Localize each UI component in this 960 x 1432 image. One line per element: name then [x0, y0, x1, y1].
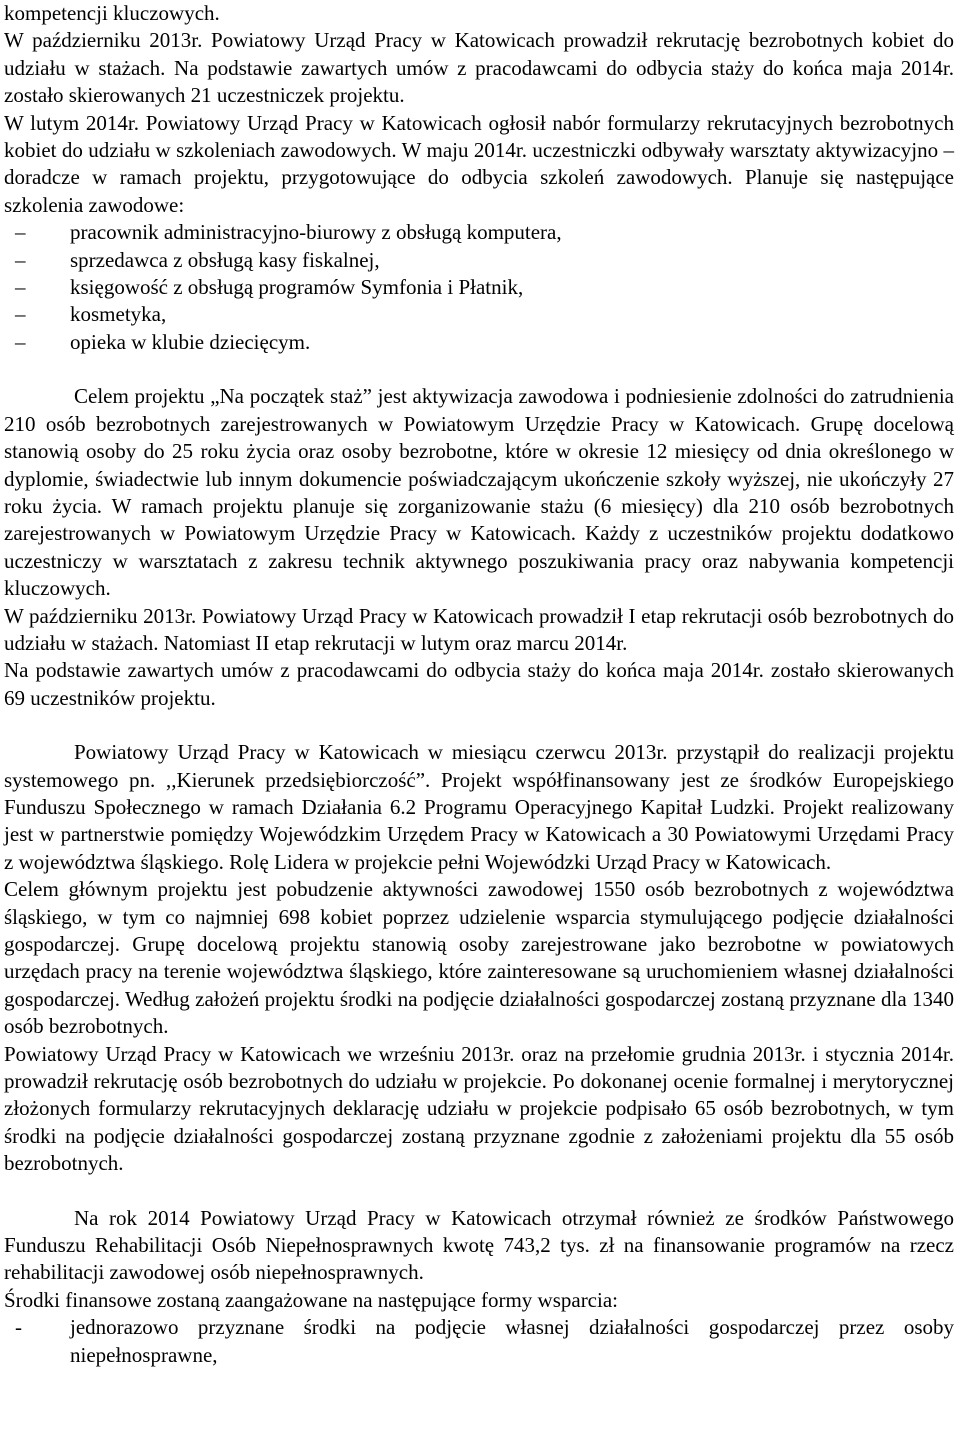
dash-bullet: - [15, 1315, 22, 1340]
paragraph-gap [4, 1178, 954, 1205]
dash-bullet: – [15, 275, 26, 300]
paragraph: W październiku 2013r. Powiatowy Urząd Pracy w Katowicach prowadził rekrutację bezrobotnych kobiet do udziału w stażach. Na podstawie zawartych umów z pracodawcami do odbycia staży do końca maja 2014r. zostało skierowanych 21 uczestniczek projektu. [4, 28, 954, 108]
paragraph: W październiku 2013r. Powiatowy Urząd Pracy w Katowicach prowadził I etap rekrutacji osób bezrobotnych do udziału w stażach. Natomiast II etap rekrutacji w lutym oraz marcu 2014r. [4, 603, 954, 655]
paragraph-gap [4, 356, 954, 383]
dash-bullet: – [15, 329, 26, 354]
list-item [4, 219, 954, 246]
list-item [4, 247, 954, 274]
paragraph-gap [4, 712, 954, 739]
list-item [4, 274, 954, 301]
paragraph: kompetencji kluczowych. [4, 1, 220, 25]
trainings-list [4, 219, 954, 356]
paragraph: W lutym 2014r. Powiatowy Urząd Pracy w Katowicach ogłosił nabór formularzy rekrutacyjnych bezrobotnych kobiet do udziału w szkoleniach zawodowych. W maju 2014r. uczestniczki odbywały warsztaty aktywizacyjno – doradcze w ramach projektu, przygotowujące do odbycia szkoleń zawodowych. Planuje się następujące szkolenia zawodowe: [4, 110, 954, 217]
dash-bullet: – [15, 302, 26, 327]
list-item [4, 301, 954, 328]
list-item-text: jednorazowo przyznane środki na podjęcie własnej działalności gospodarczej przez osoby niepełnosprawne, [70, 1315, 954, 1367]
paragraph: Środki finansowe zostaną zaangażowane na następujące formy wsparcia: [4, 1287, 618, 1312]
paragraph: Powiatowy Urząd Pracy w Katowicach we wrześniu 2013r. oraz na przełomie grudnia 2013r. i stycznia 2014r. prowadził rekrutację osób bezrobotnych do udziału w projekcie. Po dokonanej ocenie formalnej i merytorycznej złożonych formularzy rekrutacyjnych deklarację udziału w projekcie podpisało 65 osób bezrobotnych, w tym środki na podjęcie działalności gospodarczej zostaną przyznane zgodnie z założeniami projektu dla 55 osób bezrobotnych. [4, 1041, 954, 1176]
dash-bullet: – [15, 247, 26, 272]
paragraph: Na podstawie zawartych umów z pracodawcami do odbycia staży do końca maja 2014r. zostało skierowanych 69 uczestników projektu. [4, 658, 954, 710]
list-item-text: sprzedawca z obsługą kasy fiskalnej, [70, 247, 380, 272]
list-item-text: księgowość z obsługą programów Symfonia i Płatnik, [70, 275, 524, 300]
support-forms-list [4, 1314, 954, 1369]
paragraph: Powiatowy Urząd Pracy w Katowicach w miesiącu czerwcu 2013r. przystąpił do realizacji projektu systemowego pn. ,,Kierunek przedsiębiorczość”. Projekt współfinansowany jest ze środków Europejskiego Funduszu Społecznego w ramach Działania 6.2 Programu Operacyjnego Kapitał Ludzki. Projekt realizowany jest w partnerstwie pomiędzy Wojewódzkim Urzędem Pracy w Katowicach a 30 Powiatowymi Urzędami Pracy z województwa śląskiego. Rolę Lidera w projekcie pełni Wojewódzki Urząd Pracy w Katowicach. [4, 740, 954, 874]
paragraph: Na rok 2014 Powiatowy Urząd Pracy w Katowicach otrzymał również ze środków Państwowego Funduszu Rehabilitacji Osób Niepełnosprawnych kwotę 743,2 tys. zł na finansowanie programów na rzecz rehabilitacji zawodowej osób niepełnosprawnych. [4, 1205, 954, 1285]
list-item-text: kosmetyka, [70, 302, 167, 327]
dash-bullet: – [15, 220, 26, 245]
paragraph: Celem projektu „Na początek staż” jest aktywizacja zawodowa i podniesienie zdolności do zatrudnienia 210 osób bezrobotnych zarejestrowanych w Powiatowym Urzędzie Pracy w Katowicach. Grupę docelową stanowią osoby do 25 roku życia oraz osoby bezrobotne, które w okresie 12 miesięcy od dnia określonego w dyplomie, świadectwie lub innym dokumencie poświadczającym ukończenie szkoły wyższej, nie ukończyły 27 roku życia. W ramach projektu planuje się zorganizowanie stażu (6 miesięcy) dla 210 osób bezrobotnych zarejestrowanych w Powiatowym Urzędzie Pracy w Katowicach. Każdy z uczestników projektu dodatkowo uczestniczy w warsztatach z zakresu technik aktywnego poszukiwania pracy oraz nabywania kompetencji kluczowych. [4, 384, 954, 601]
list-item [4, 329, 954, 356]
list-item-text: pracownik administracyjno-biurowy z obsługą komputera, [70, 220, 562, 245]
paragraph: Celem głównym projektu jest pobudzenie aktywności zawodowej 1550 osób bezrobotnych z województwa śląskiego, w tym co najmniej 698 kobiet poprzez udzielenie wsparcia stymulującego podjęcie działalności gospodarczej. Grupę docelową projektu stanowią osoby zarejestrowane jako bezrobotne w powiatowych urzędach pracy na terenie województwa śląskiego, które zainteresowane są uruchomieniem własnej działalności gospodarczej. Według założeń projektu środki na podjęcie działalności gospodarczej zostaną przyznane dla 1340 osób bezrobotnych. [4, 877, 954, 1039]
list-item [4, 1314, 954, 1369]
list-item-text: opieka w klubie dziecięcym. [70, 329, 311, 354]
